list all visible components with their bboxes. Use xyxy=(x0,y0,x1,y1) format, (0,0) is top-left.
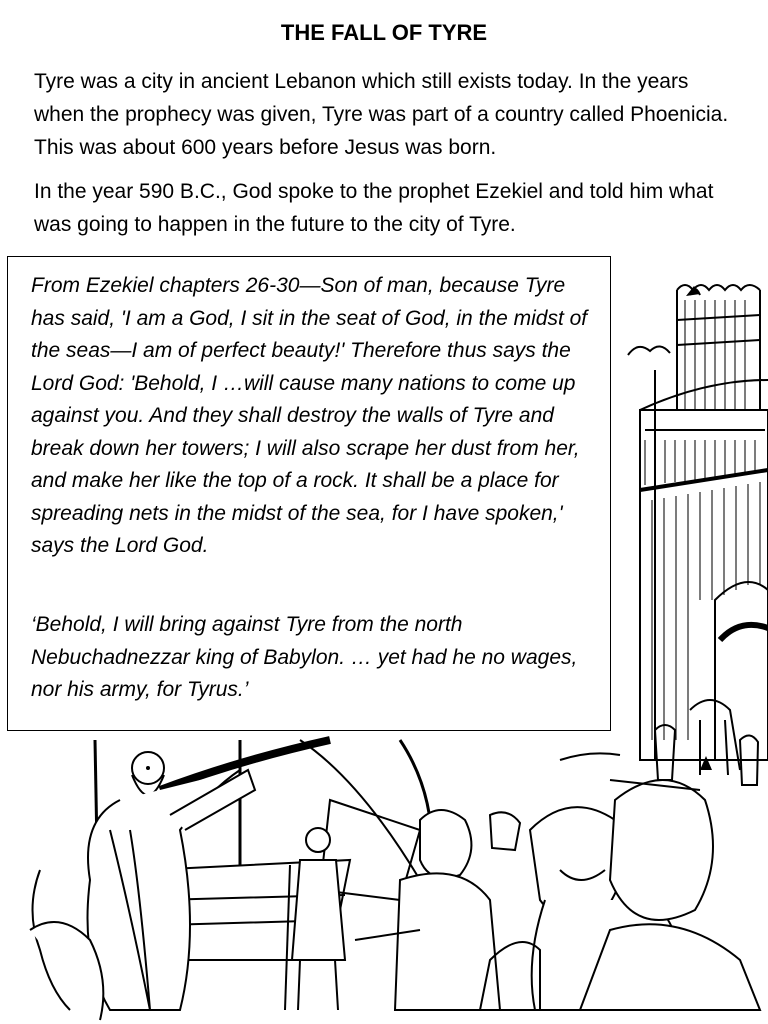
crowd-figures xyxy=(395,780,760,1010)
tower-drawing xyxy=(640,285,768,760)
quote-paragraph-1: From Ezekiel chapters 26-30—Son of man, because Tyre has said, 'I am a God, I sit in the seat of God, in the midst of the seas—I am of perfect beauty!' Therefore thus says the Lord God: 'Behold, I …will cause many nations to come up against you. And they shall destroy the walls of Tyre and break down her towers; I will also scrape her dust from her, and make her like the top of a rock. It shall be a place for spreading nets in the midst of the sea, for I have spoken,' says the Lord God. xyxy=(31,274,588,557)
quote-paragraph-2: ‘Behold, I will bring against Tyre from the north Nebuchadnezzar king of Babylon. … yet had he no wages, nor his army, for Tyrus.’ xyxy=(31,613,578,701)
page-title: THE FALL OF TYRE xyxy=(280,20,488,45)
intro-paragraph-1: Tyre was a city in ancient Lebanon which still exists today. In the years when the prophecy was given, Tyre was part of a country called Phoenicia. This was about 600 years before Jesus was born. xyxy=(34,70,729,159)
ship-drawing xyxy=(150,740,432,960)
intro-paragraph-2: In the year 590 B.C., God spoke to the prophet Ezekiel and told him what was going to happen in the future to the city of Tyre. xyxy=(34,180,714,236)
scripture-quote-box xyxy=(7,256,611,731)
